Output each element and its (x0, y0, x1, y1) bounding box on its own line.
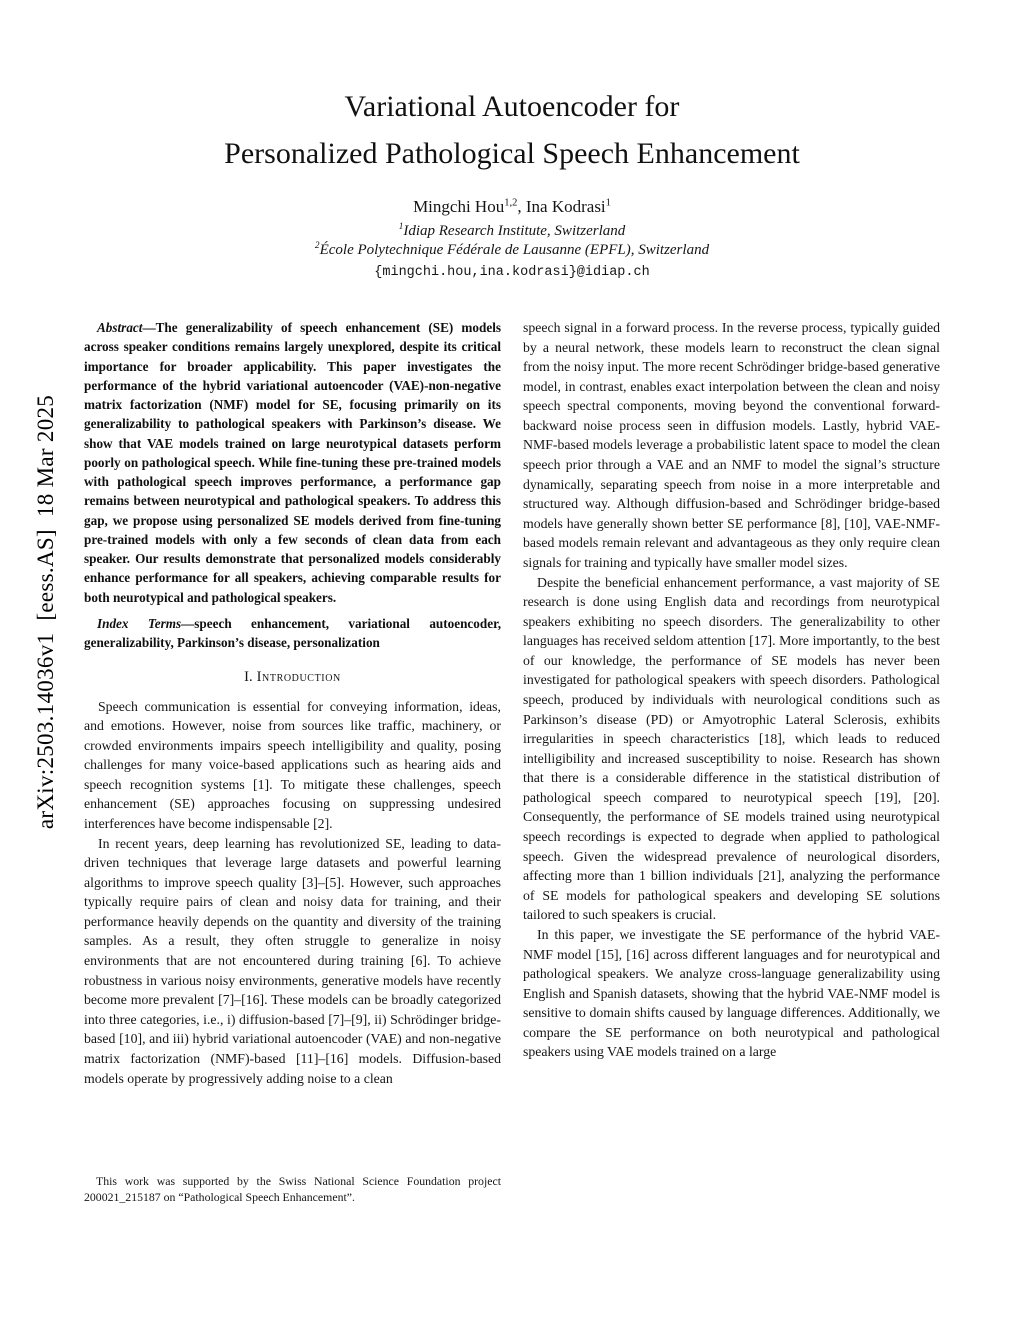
abstract (84, 318, 501, 607)
left-column (84, 318, 501, 1206)
two-column-body (84, 318, 940, 1206)
author-emails: {mingchi.hou,ina.kodrasi}@idiap.ch (374, 265, 650, 280)
author-line (0, 197, 1024, 217)
intro-paragraph-3: Despite the beneficial enhancement performance, a vast majority of SE research is done using English data and recordings from neurotypical speakers exhibiting no speech disorders. The generalizability to other languages has received seldom attention [17]. More importantly, to the best of our knowledge, the performance of SE models has never been investigated for pathological speakers with speech disorders. Pathological speech, produced by individuals with neurological conditions such as Parkinson’s disease (PD) or Amyotrophic Lateral Sclerosis, exhibits irregularities in speech characteristics [18], which leads to reduced intelligibility and increased susceptibility to noise. Research has shown that there is a considerable difference in the statistical distribution of pathological speech compared to neurotypical speech [19], [20]. Consequently, the performance of SE models trained using neurotypical speech recordings is expected to degrade when applied to pathological speech. Given the widespread prevalence of neurological disorders, affecting more than 1 billion individuals [21], analyzing the performance of SE models for pathological speakers and developing SE solutions tailored to such speakers is crucial. (523, 574, 940, 923)
abstract-label: Abstract (97, 320, 143, 335)
paper-header (0, 84, 1024, 280)
affiliation-1-marker: 1 (398, 222, 404, 232)
affiliation-1 (0, 223, 1024, 240)
affiliation-1-text: Idiap Research Institute, Switzerland (403, 223, 626, 239)
intro-paragraph-4: In this paper, we investigate the SE performance of the hybrid VAE-NMF model [15], [16] across different languages and for neurotypical and pathological speakers. We analyze cross-language generalizability using English and Spanish datasets, showing that the hybrid VAE-NMF model is sensitive to domain shifts caused by language differences. Additionally, we compare the SE performance on both neurotypical and pathological speakers using VAE models trained on a large (523, 926, 940, 1060)
funding-footnote: This work was supported by the Swiss National Science Foundation project 200021_215187 on “Pathological Speech Enhancement”. (84, 1174, 501, 1205)
section-title: Introduction (256, 668, 341, 685)
index-terms-text: —speech enhancement, variational autoencoder, generalizability, Parkinson’s disease, personalization (84, 615, 502, 651)
intro-paragraph-2-continued: speech signal in a forward process. In the reverse process, typically guided by a neural network, these models learn to reconstruct the clean signal from the noisy input. The more recent Schrödinger bridge-based generative model, in contrast, enables exact interpolation between the clean and noisy speech spectral components, moving beyond the conventional forward-backward noise process seen in diffusion models. Lastly, hybrid VAE-NMF-based models leverage a probabilistic latent space to model the clean speech prior through a VAE and an NMF to model the signal’s structure dynamically, separating speech from noise in a more interpretable and structured way. Although diffusion-based and Schrödinger bridge-based models have generally shown better SE performance [8], [10], VAE-NMF-based models remain relevant and advantageous as they only require clean signals for training and typically have smaller model sizes. (523, 320, 940, 570)
affiliation-2 (0, 242, 1024, 259)
paper-title-line2: Personalized Pathological Speech Enhancement (224, 136, 800, 170)
section-number: I. (244, 668, 253, 685)
right-column (523, 318, 940, 1206)
arxiv-watermark: arXiv:2503.14036v1 [eess.AS] 18 Mar 2025 (33, 394, 58, 830)
intro-paragraph-1: Speech communication is essential for conveying information, ideas, and emotions. However, noise from sources like traffic, machinery, or crowded environments impairs speech intelligibility and quality, posing challenges for many voice-based applications such as hearing aids and speech recognition systems [1]. To mitigate these challenges, speech enhancement (SE) approaches focusing on suppressing undesired interferences have become indispensable [2]. (84, 698, 501, 831)
affiliation-2-marker: 2 (314, 241, 320, 251)
author-separator: , (517, 197, 526, 216)
index-terms (84, 614, 501, 653)
intro-paragraph-2: In recent years, deep learning has revolutionized SE, leading to data-driven techniques that leverage large datasets and powerful learning algorithms to improve speech quality [3]–[5]. However, such approaches typically require pairs of clean and noisy data for training, and their performance heavily depends on the quantity and diversity of the training samples. As a result, they often struggle to generalize in noisy environments that are not encountered during training [6]. To achieve robustness in various noisy environments, generative models have recently become more prevalent [7]–[16]. These models can be broadly categorized into three categories, i.e., i) diffusion-based [7]–[9], ii) Schrödinger bridge-based [10], and iii) hybrid variational autoencoder (VAE) and non-negative matrix factorization (NMF)-based [11]–[16] models. Diffusion-based models operate by progressively adding noise to a clean (84, 835, 501, 1086)
author-2-name: Ina Kodrasi (525, 197, 606, 216)
abstract-text: —The generalizability of speech enhancement (SE) models across speaker conditions remains largely unexplored, despite its critical importance for broader applicability. This paper investigates the performance of the hybrid variational autoencoder (VAE)-non-negative matrix factorization (NMF) model for SE, focusing primarily on its generalizability to pathological speakers with Parkinson’s disease. We show that VAE models trained on large neurotypical datasets perform poorly on pathological speech. While fine-tuning these pre-trained models with pathological speech improves performance, a performance gap remains between neurotypical and pathological speakers. To address this gap, we propose using personalized SE models derived from fine-tuning pre-trained models with only a few seconds of clean data from each speaker. Our results demonstrate that personalized models considerably enhance performance for all speakers, achieving comparable results for both neurotypical and pathological speakers. (84, 320, 501, 605)
index-terms-label: Index Terms (97, 615, 182, 631)
author-1-affiliation-marker: 1,2 (504, 197, 518, 209)
author-1-name: Mingchi Hou (413, 197, 505, 216)
paper-title-line1: Variational Autoencoder for (344, 90, 680, 123)
paper-title (0, 84, 1024, 177)
section-heading-introduction (84, 669, 501, 686)
affiliation-2-text: École Polytechnique Fédérale de Lausanne (EPFL), Switzerland (319, 242, 710, 258)
author-2-affiliation-marker: 1 (605, 197, 611, 209)
